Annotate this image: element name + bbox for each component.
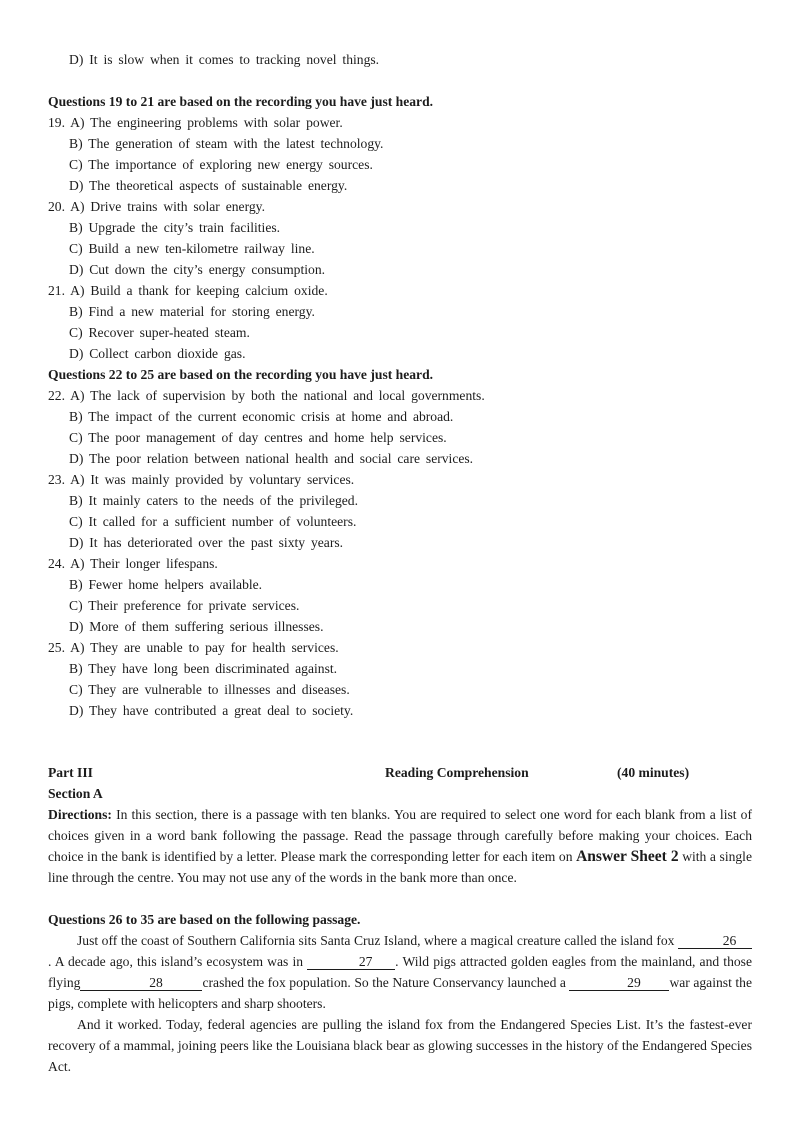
blank-26: 26: [678, 934, 752, 949]
q22-option-c: C) The poor management of day centres and home help services.: [69, 430, 447, 445]
q23-option-a: 23. A) It was mainly provided by voluntary services.: [48, 472, 355, 487]
heading-questions-19-21: Questions 19 to 21 are based on the recording you have just heard.: [48, 94, 434, 109]
q25-option-b: B) They have long been discriminated against.: [69, 661, 338, 676]
passage-text: crashed the fox population. So the Nature Conservancy launched a: [202, 975, 570, 990]
q24-option-c: C) Their preference for private services.: [69, 598, 300, 613]
passage-text: . Wild pigs attracted golden eagles from the mainland, and those flying: [48, 954, 752, 990]
passage-paragraph-2: And it worked. Today, federal agencies are pulling the island fox from the Endangered Species List. It’s the fastest-ever recovery of a mammal, joining peers like the Louisiana black bear as glowing successes in the history of the Endangered Species Act.: [48, 1017, 752, 1074]
directions: [48, 804, 752, 888]
blank-28: 28: [80, 976, 202, 991]
q21-option-d: D) Collect carbon dioxide gas.: [69, 346, 246, 361]
heading-questions-26-35: Questions 26 to 35 are based on the following passage.: [48, 912, 361, 927]
directions-text: In this section, there is a passage with ten blanks. You are required to select one word for each blank from a list of choices given in a word bank following the passage. Read the passage through carefully before making your choices. Each choice in the bank is identified by a letter. Please mark the corresponding letter for each item on: [48, 807, 752, 864]
q19-option-c: C) The importance of exploring new energy sources.: [69, 157, 373, 172]
part-label: Part III: [48, 765, 93, 780]
heading-questions-22-25: Questions 22 to 25 are based on the recording you have just heard.: [48, 367, 434, 382]
q19-option-a: 19. A) The engineering problems with solar power.: [48, 115, 343, 130]
passage-paragraph-1: [48, 930, 752, 1014]
q20-option-c: C) Build a new ten-kilometre railway line.: [69, 241, 315, 256]
q24-option-a: 24. A) Their longer lifespans.: [48, 556, 218, 571]
answer-sheet-label: Answer Sheet 2: [576, 848, 679, 865]
q21-option-c: C) Recover super-heated steam.: [69, 325, 250, 340]
directions-label: Directions:: [48, 807, 112, 822]
q23-option-b: B) It mainly caters to the needs of the privileged.: [69, 493, 359, 508]
passage-text: war against the pigs, complete with helicopters and sharp shooters.: [48, 975, 752, 1011]
q20-option-a: 20. A) Drive trains with solar energy.: [48, 199, 265, 214]
q23-option-c: C) It called for a sufficient number of volunteers.: [69, 514, 357, 529]
part-title: Reading Comprehension: [385, 765, 529, 780]
directions-end: with a single line through the centre. You may not use any of the words in the bank more than once.: [48, 849, 752, 885]
passage-text: Just off the coast of Southern California sits Santa Cruz Island, where a magical creature called the island fox: [77, 933, 678, 948]
q25-option-c: C) They are vulnerable to illnesses and diseases.: [69, 682, 350, 697]
q23-option-d: D) It has deteriorated over the past sixty years.: [69, 535, 344, 550]
blank-29: 29: [569, 976, 669, 991]
q25-option-d: D) They have contributed a great deal to society.: [69, 703, 354, 718]
section-label: Section A: [48, 786, 103, 801]
blank-27: 27: [307, 955, 395, 970]
q19-option-d: D) The theoretical aspects of sustainable energy.: [69, 178, 348, 193]
q22-option-a: 22. A) The lack of supervision by both the national and local governments.: [48, 388, 485, 403]
q21-option-a: 21. A) Build a thank for keeping calcium oxide.: [48, 283, 328, 298]
part-time: (40 minutes): [617, 765, 690, 780]
q22-option-b: B) The impact of the current economic crisis at home and abroad.: [69, 409, 454, 424]
q20-option-b: B) Upgrade the city’s train facilities.: [69, 220, 281, 235]
q22-option-d: D) The poor relation between national health and social care services.: [69, 451, 474, 466]
q21-option-b: B) Find a new material for storing energy.: [69, 304, 315, 319]
q20-option-d: D) Cut down the city’s energy consumption.: [69, 262, 326, 277]
q24-option-d: D) More of them suffering serious illnesses.: [69, 619, 324, 634]
q25-option-a: 25. A) They are unable to pay for health services.: [48, 640, 339, 655]
passage-text: . A decade ago, this island’s ecosystem was in: [48, 954, 308, 969]
passage: [48, 930, 752, 1077]
q18-option-d: D) It is slow when it comes to tracking novel things.: [69, 52, 380, 67]
q24-option-b: B) Fewer home helpers available.: [69, 577, 263, 592]
q19-option-b: B) The generation of steam with the latest technology.: [69, 136, 384, 151]
